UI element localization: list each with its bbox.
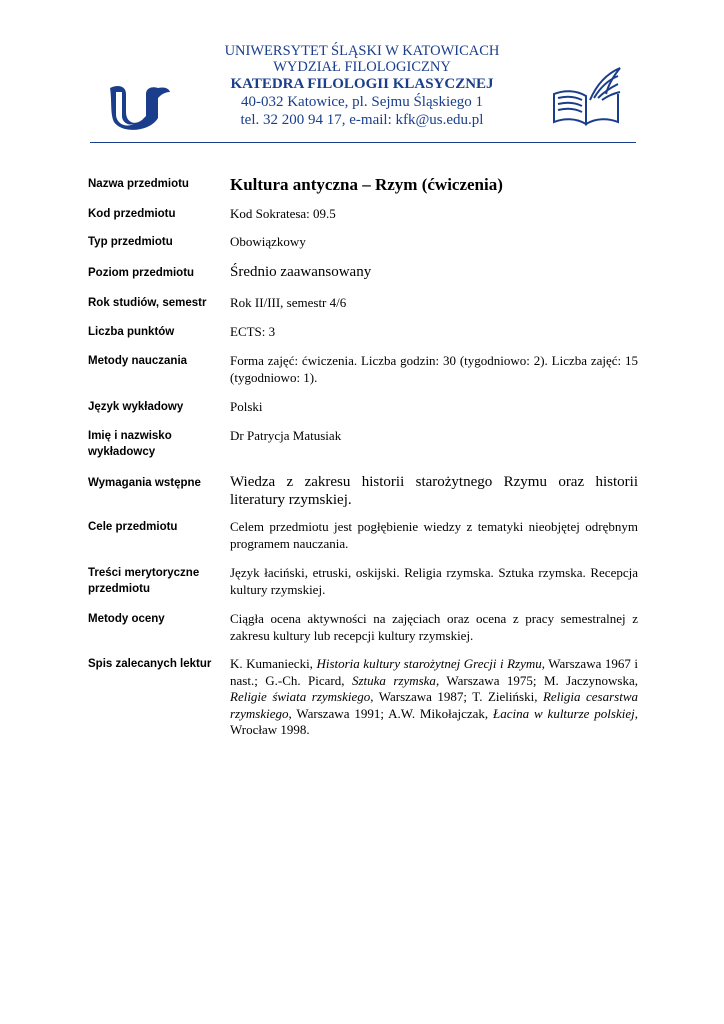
value-metody-nauczania: Forma zajęć: ćwiczenia. Liczba godzin: 30 (tygodniowo: 2). Liczba zajęć: 15 (tygodniowo: 1). [230,353,638,385]
label-wymagania: Wymagania wstępne [88,477,201,489]
value-typ: Obowiązkowy [230,234,306,249]
value-wymagania: Wiedza z zakresu historii starożytnego Rzymu oraz historii literatury rzymskiej. [230,474,638,508]
label-rok: Rok studiów, semestr [88,297,207,309]
label-metody-nauczania: Metody nauczania [88,355,188,367]
value-wykladowca: Dr Patrycja Matusiak [230,428,342,443]
label-tresci: Treści merytoryczne przedmiotu [88,567,200,595]
label-typ: Typ przedmiotu [88,236,173,248]
reading-title: Łacina w kulturze polskiej [493,705,635,721]
label-punkty: Liczba punktów [88,326,175,338]
value-cele: Celem przedmiotu jest pogłębienie wiedzy z tematyki nieobjętej odrębnym programem nauczania. [230,519,638,551]
label-spis: Spis zalecanych lektur [88,658,212,670]
letterhead-text [150,43,574,129]
label-poziom: Poziom przedmiotu [88,267,195,279]
header-rule [90,142,636,143]
value-jezyk: Polski [230,399,263,414]
faculty-name: WYDZIAŁ FILOLOGICZNY [273,59,451,75]
reading-title: Religie świata rzymskiego [230,689,371,704]
department-name: KATEDRA FILOLOGII KLASYCZNEJ [230,76,494,92]
course-title: Kultura antyczna – Rzym (ćwiczenia) [230,175,503,194]
label-jezyk: Język wykładowy [88,401,184,413]
reading-text: K. Kumaniecki, [230,656,317,671]
reading-title: Religia cesarstwa rzymskiego [230,689,639,721]
label-wykladowca: Imię i nazwisko wykładowcy [88,430,172,458]
reading-text: , Warszawa 1967 i nast.; G.-Ch. Picard, [230,656,638,688]
reading-text: , Warszawa 1975; M. Jaczynowska, [435,672,639,688]
university-name: UNIWERSYTET ŚLĄSKI W KATOWICACH [224,43,500,59]
reading-text: , Wrocław 1998. [230,705,638,737]
label-metody-oceny: Metody oceny [88,613,165,625]
value-tresci: Język łaciński, etruski, oskijski. Religia rzymska. Sztuka rzymska. Recepcja kultury rzymskiej. [230,565,638,597]
reading-list [230,656,638,739]
value-kod: Kod Sokratesa: 09.5 [230,206,336,221]
reading-text: , Warszawa 1987; T. Zieliński, [370,689,543,704]
contact: tel. 32 200 94 17, e-mail: kfk@us.edu.pl [240,112,484,128]
label-kod: Kod przedmiotu [88,208,176,220]
value-punkty: ECTS: 3 [230,324,276,339]
reading-title: Historia kultury starożytnej Grecji i Rzymu [316,656,542,671]
label-cele: Cele przedmiotu [88,521,178,533]
letterhead [0,0,724,150]
value-poziom: Średnio zaawansowany [230,264,372,280]
book-wing-logo-icon [550,64,624,128]
address: 40-032 Katowice, pl. Sejmu Śląskiego 1 [240,94,484,110]
reading-title: Sztuka rzymska [351,672,436,688]
value-metody-oceny: Ciągła ocena aktywności na zajęciach oraz ocena z pracy semestralnej z zakresu kultury lub recepcji kultury rzymskiej. [230,611,638,643]
reading-text: , Warszawa 1991; A.W. Mikołajczak, [288,705,494,721]
label-nazwa: Nazwa przedmiotu [88,178,189,190]
value-rok: Rok II/III, semestr 4/6 [230,295,347,310]
